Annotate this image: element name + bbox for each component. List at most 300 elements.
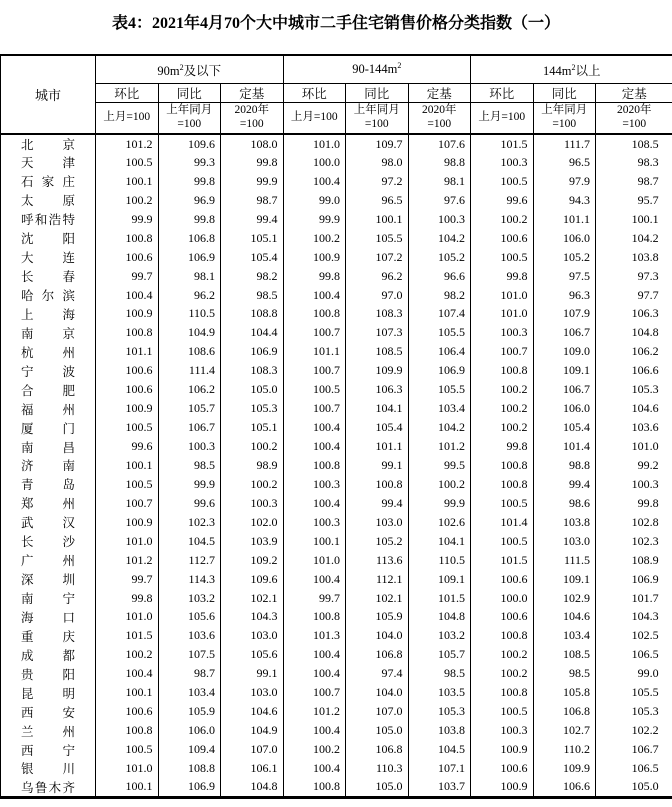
city-name xyxy=(1,418,96,437)
value-cell: 109.2 xyxy=(221,551,284,570)
city-char: 沙 xyxy=(62,535,75,550)
value-cell: 104.0 xyxy=(346,626,409,645)
table-row xyxy=(1,589,672,608)
city-char: 石 xyxy=(21,175,34,190)
value-cell: 105.6 xyxy=(158,608,221,627)
value-cell: 101.1 xyxy=(283,342,346,361)
base-header-line: 2020年 xyxy=(422,104,457,117)
value-cell: 100.8 xyxy=(471,456,534,475)
city-name xyxy=(1,380,96,399)
table-row xyxy=(1,551,672,570)
value-cell: 109.1 xyxy=(408,570,471,589)
table-row xyxy=(1,532,672,551)
value-cell: 103.0 xyxy=(221,683,284,702)
value-cell: 106.7 xyxy=(631,742,659,757)
value-cell: 105.0 xyxy=(631,779,659,794)
value-cell: 104.1 xyxy=(408,532,471,551)
value-cell: 99.4 xyxy=(533,475,596,494)
value-cell: 99.1 xyxy=(221,664,284,683)
value-cell: 111.4 xyxy=(158,361,221,380)
city-name-text xyxy=(1,172,95,190)
city-name-text xyxy=(1,513,95,531)
city-char: 特 xyxy=(62,213,75,228)
value-cell: 101.5 xyxy=(471,134,534,153)
value-cell: 97.2 xyxy=(346,172,409,191)
value-cell: 105.5 xyxy=(346,229,409,248)
value-cell: 100.8 xyxy=(471,361,534,380)
value-cell: 100.8 xyxy=(471,475,534,494)
city-char: 浩 xyxy=(48,213,62,228)
value-cell: 107.9 xyxy=(533,305,596,324)
table-row xyxy=(1,608,672,627)
value-cell: 112.1 xyxy=(346,570,409,589)
city-char: 天 xyxy=(21,156,34,171)
measure-header: 定基 xyxy=(408,84,471,103)
value-cell: 100.3 xyxy=(158,437,221,456)
value-cell: 98.3 xyxy=(637,154,659,169)
value-cell: 100.3 xyxy=(408,210,471,229)
value-cell: 100.5 xyxy=(471,248,534,267)
measure-header: 定基 xyxy=(221,84,284,103)
city-char: 重 xyxy=(21,629,34,644)
city-char: 乌 xyxy=(21,780,34,795)
table-row xyxy=(1,645,672,664)
measure-header: 环比 xyxy=(96,84,159,103)
value-cell: 105.4 xyxy=(533,418,596,437)
city-name xyxy=(1,759,96,778)
value-cell: 109.9 xyxy=(533,759,596,778)
value-cell: 106.9 xyxy=(408,361,471,380)
city-char: 木 xyxy=(48,780,62,795)
city-name xyxy=(1,248,96,267)
value-cell: 111.5 xyxy=(533,551,596,570)
city-char: 西 xyxy=(21,743,34,758)
city-name xyxy=(1,305,96,324)
city-name xyxy=(1,589,96,608)
value-cell: 100.8 xyxy=(96,323,159,342)
city-char: 武 xyxy=(21,516,34,531)
value-cell: 100.2 xyxy=(96,645,159,664)
superscript-2: 2 xyxy=(571,62,576,72)
value-cell: 98.5 xyxy=(158,456,221,475)
value-cell: 101.2 xyxy=(96,551,159,570)
city-char: 昆 xyxy=(21,686,34,701)
table-row xyxy=(1,134,672,153)
value-cell: 100.1 xyxy=(96,172,159,191)
value-cell: 101.1 xyxy=(96,342,159,361)
value-cell: 104.8 xyxy=(631,325,659,340)
value-cell: 103.2 xyxy=(408,626,471,645)
value-cell: 103.0 xyxy=(346,513,409,532)
value-cell: 100.4 xyxy=(283,645,346,664)
value-cell: 99.4 xyxy=(346,494,409,513)
value-cell: 101.0 xyxy=(631,439,659,454)
city-name-text xyxy=(1,741,95,759)
city-name-text xyxy=(1,324,95,342)
value-cell: 105.3 xyxy=(631,382,659,397)
value-cell: 106.2 xyxy=(158,380,221,399)
city-name xyxy=(1,229,96,248)
value-cell: 100.9 xyxy=(283,248,346,267)
value-cell: 107.5 xyxy=(158,645,221,664)
base-header-line: 上年同月 xyxy=(541,104,588,117)
value-cell: 108.3 xyxy=(221,361,284,380)
value-cell: 108.5 xyxy=(346,342,409,361)
value-cell: 100.2 xyxy=(408,475,471,494)
value-cell: 99.0 xyxy=(637,666,659,681)
value-cell: 100.6 xyxy=(471,229,534,248)
value-cell: 101.5 xyxy=(96,626,159,645)
city-name-text xyxy=(1,343,95,361)
value-cell: 100.5 xyxy=(96,153,159,172)
value-cell: 100.6 xyxy=(96,361,159,380)
city-name xyxy=(1,191,96,210)
value-cell: 100.6 xyxy=(471,570,534,589)
value-cell: 100.4 xyxy=(283,172,346,191)
value-cell: 99.9 xyxy=(221,172,284,191)
base-header xyxy=(221,103,284,135)
city-char: 口 xyxy=(62,610,75,625)
measure-header: 同比 xyxy=(158,84,221,103)
base-header-line: 2020年 xyxy=(617,104,652,117)
city-name-text xyxy=(1,438,95,456)
value-cell: 105.1 xyxy=(221,229,284,248)
city-char: 宁 xyxy=(62,743,75,758)
city-name xyxy=(1,626,96,645)
value-cell: 99.7 xyxy=(96,570,159,589)
value-cell: 102.2 xyxy=(631,723,659,738)
measure-header: 环比 xyxy=(283,84,346,103)
value-cell: 101.2 xyxy=(408,437,471,456)
value-cell: 98.0 xyxy=(346,153,409,172)
value-cell: 108.0 xyxy=(221,134,284,153)
city-name xyxy=(1,683,96,702)
value-cell: 103.6 xyxy=(631,420,659,435)
value-cell: 106.8 xyxy=(346,740,409,759)
value-cell: 100.3 xyxy=(283,475,346,494)
city-column-header: 城市 xyxy=(1,55,96,134)
value-cell: 106.3 xyxy=(346,380,409,399)
base-header xyxy=(346,103,409,135)
price-index-table xyxy=(0,54,672,799)
value-cell: 103.7 xyxy=(408,778,471,798)
value-cell: 105.4 xyxy=(221,248,284,267)
table-row xyxy=(1,702,672,721)
table-row xyxy=(1,494,672,513)
value-cell: 106.8 xyxy=(346,645,409,664)
value-cell: 100.1 xyxy=(96,456,159,475)
value-cell: 100.6 xyxy=(96,702,159,721)
value-cell: 98.9 xyxy=(221,456,284,475)
city-char: 南 xyxy=(21,326,34,341)
value-cell: 109.6 xyxy=(221,570,284,589)
value-cell: 100.2 xyxy=(471,399,534,418)
value-cell: 99.3 xyxy=(158,153,221,172)
value-cell: 105.9 xyxy=(346,608,409,627)
base-header-line: =100 xyxy=(622,118,647,130)
city-name xyxy=(1,134,96,153)
city-char: 波 xyxy=(62,364,75,379)
city-name-text xyxy=(1,210,95,228)
table-head xyxy=(1,55,672,134)
value-cell: 100.7 xyxy=(283,683,346,702)
value-cell: 100.2 xyxy=(471,418,534,437)
value-cell: 100.1 xyxy=(346,210,409,229)
city-char: 鲁 xyxy=(34,780,48,795)
city-char: 大 xyxy=(21,251,34,266)
value-cell: 103.8 xyxy=(533,513,596,532)
value-cell: 109.1 xyxy=(533,570,596,589)
base-header-line: =100 xyxy=(364,118,389,130)
value-cell: 107.3 xyxy=(346,323,409,342)
value-cell: 103.0 xyxy=(533,532,596,551)
value-cell: 104.2 xyxy=(408,418,471,437)
value-cell: 102.3 xyxy=(158,513,221,532)
value-cell: 100.7 xyxy=(283,399,346,418)
value-cell: 99.9 xyxy=(408,494,471,513)
value-cell: 99.0 xyxy=(283,191,346,210)
city-char: 和 xyxy=(34,213,48,228)
city-name-text xyxy=(1,722,95,740)
value-cell: 104.3 xyxy=(221,608,284,627)
value-cell: 97.0 xyxy=(346,286,409,305)
value-cell: 106.7 xyxy=(158,418,221,437)
city-char: 兰 xyxy=(21,724,34,739)
base-header xyxy=(408,103,471,135)
value-cell: 107.4 xyxy=(408,305,471,324)
city-char: 呼 xyxy=(21,213,34,228)
value-cell: 99.6 xyxy=(471,191,534,210)
base-header-line: =100 xyxy=(239,118,264,130)
table-row xyxy=(1,267,672,286)
city-char: 州 xyxy=(62,554,75,569)
city-char: 圳 xyxy=(62,573,75,588)
value-cell: 96.3 xyxy=(533,286,596,305)
value-cell: 98.7 xyxy=(637,173,659,188)
value-cell: 97.3 xyxy=(637,268,659,283)
value-cell: 99.6 xyxy=(96,437,159,456)
value-cell: 106.7 xyxy=(533,323,596,342)
value-cell: 107.0 xyxy=(346,702,409,721)
city-char: 京 xyxy=(62,138,75,152)
city-char: 成 xyxy=(21,648,34,663)
table-row xyxy=(1,286,672,305)
city-name xyxy=(1,267,96,286)
city-char: 州 xyxy=(62,497,75,512)
city-name-text xyxy=(1,684,95,702)
value-cell: 109.7 xyxy=(346,134,409,153)
value-cell: 103.4 xyxy=(533,626,596,645)
city-char: 肥 xyxy=(62,383,75,398)
value-cell: 101.0 xyxy=(471,305,534,324)
value-cell: 101.5 xyxy=(471,551,534,570)
city-name-text xyxy=(1,286,95,304)
city-name xyxy=(1,664,96,683)
value-cell: 106.8 xyxy=(533,702,596,721)
city-name-text xyxy=(1,248,95,266)
city-name-text xyxy=(1,551,95,569)
value-cell: 100.2 xyxy=(471,664,534,683)
value-cell: 96.6 xyxy=(408,267,471,286)
base-header-line: =100 xyxy=(427,118,452,130)
value-cell: 105.9 xyxy=(158,702,221,721)
value-cell: 100.2 xyxy=(96,191,159,210)
base-header-line: 上月=100 xyxy=(478,111,526,124)
value-cell: 104.8 xyxy=(408,608,471,627)
city-name-text xyxy=(1,191,95,209)
value-cell: 100.6 xyxy=(96,380,159,399)
table-body xyxy=(1,134,672,797)
base-header xyxy=(596,103,672,135)
city-name xyxy=(1,494,96,513)
value-cell: 103.5 xyxy=(408,683,471,702)
value-cell: 100.8 xyxy=(96,229,159,248)
value-cell: 105.5 xyxy=(631,685,659,700)
column-group-header: $90m^2$及以下 xyxy=(96,55,284,84)
superscript-2: 2 xyxy=(179,62,184,72)
value-cell: 100.8 xyxy=(283,778,346,798)
value-cell: 100.3 xyxy=(283,513,346,532)
value-cell: 105.3 xyxy=(631,704,659,719)
city-char: 杭 xyxy=(21,345,34,360)
value-cell: 106.1 xyxy=(221,759,284,778)
table-row xyxy=(1,153,672,172)
city-char: 庆 xyxy=(62,629,75,644)
value-cell: 102.6 xyxy=(408,513,471,532)
city-char: 川 xyxy=(62,762,75,777)
city-name xyxy=(1,513,96,532)
value-cell: 101.4 xyxy=(533,437,596,456)
measure-header: 同比 xyxy=(533,84,596,103)
value-cell: 106.2 xyxy=(631,344,659,359)
value-cell: 99.2 xyxy=(637,457,659,472)
value-cell: 100.1 xyxy=(631,211,659,226)
value-cell: 99.8 xyxy=(158,210,221,229)
value-cell: 99.1 xyxy=(346,456,409,475)
city-name-text xyxy=(1,759,95,777)
value-cell: 109.6 xyxy=(158,134,221,153)
value-cell: 102.8 xyxy=(631,514,659,529)
city-char: 州 xyxy=(62,345,75,360)
value-cell: 98.5 xyxy=(533,664,596,683)
value-cell: 104.3 xyxy=(631,609,659,624)
city-name xyxy=(1,778,96,798)
value-cell: 99.8 xyxy=(637,495,659,510)
value-cell: 112.7 xyxy=(158,551,221,570)
city-name-text xyxy=(1,778,95,796)
city-char: 明 xyxy=(62,686,75,701)
value-cell: 100.4 xyxy=(96,286,159,305)
value-cell: 100.5 xyxy=(96,740,159,759)
value-cell: 109.4 xyxy=(158,740,221,759)
city-name xyxy=(1,608,96,627)
value-cell: 100.2 xyxy=(283,229,346,248)
column-group-header: $144m^2$以上 xyxy=(471,55,672,84)
value-cell: 105.0 xyxy=(346,721,409,740)
table-row xyxy=(1,248,672,267)
city-name xyxy=(1,475,96,494)
value-cell: 100.2 xyxy=(471,645,534,664)
city-char: 津 xyxy=(62,156,75,171)
city-char: 上 xyxy=(21,307,34,322)
table-row xyxy=(1,740,672,759)
base-header-line: =100 xyxy=(177,118,202,130)
base-header-line: 2020年 xyxy=(234,104,269,117)
value-cell: 106.3 xyxy=(631,306,659,321)
value-cell: 101.0 xyxy=(283,551,346,570)
table-row xyxy=(1,456,672,475)
value-cell: 100.9 xyxy=(96,399,159,418)
value-cell: 105.7 xyxy=(408,645,471,664)
table-row xyxy=(1,683,672,702)
value-cell: 107.1 xyxy=(408,759,471,778)
value-cell: 105.1 xyxy=(221,418,284,437)
value-cell: 101.0 xyxy=(471,286,534,305)
value-cell: 99.9 xyxy=(283,210,346,229)
value-cell: 100.6 xyxy=(471,759,534,778)
value-cell: 99.8 xyxy=(471,267,534,286)
city-name-text xyxy=(1,608,95,626)
value-cell: 101.0 xyxy=(283,134,346,153)
city-char: 宁 xyxy=(62,592,75,607)
header-group-row xyxy=(1,55,672,84)
value-cell: 98.1 xyxy=(408,172,471,191)
value-cell: 100.4 xyxy=(283,418,346,437)
value-cell: 98.1 xyxy=(158,267,221,286)
city-name xyxy=(1,551,96,570)
value-cell: 102.1 xyxy=(346,589,409,608)
value-cell: 102.0 xyxy=(221,513,284,532)
value-cell: 100.8 xyxy=(283,608,346,627)
value-cell: 99.8 xyxy=(96,589,159,608)
city-name xyxy=(1,342,96,361)
value-cell: 100.8 xyxy=(96,721,159,740)
city-name-text xyxy=(1,494,95,512)
value-cell: 104.9 xyxy=(158,323,221,342)
city-char: 海 xyxy=(21,610,34,625)
city-char: 州 xyxy=(62,724,75,739)
value-cell: 98.2 xyxy=(408,286,471,305)
value-cell: 100.2 xyxy=(471,210,534,229)
value-cell: 100.1 xyxy=(96,683,159,702)
value-cell: 104.6 xyxy=(221,702,284,721)
value-cell: 100.2 xyxy=(283,740,346,759)
value-cell: 100.6 xyxy=(471,608,534,627)
table-row xyxy=(1,664,672,683)
value-cell: 103.4 xyxy=(408,399,471,418)
table-row xyxy=(1,305,672,324)
value-cell: 98.2 xyxy=(221,267,284,286)
value-cell: 101.1 xyxy=(346,437,409,456)
city-name-text xyxy=(1,229,95,247)
value-cell: 100.4 xyxy=(283,759,346,778)
value-cell: 108.8 xyxy=(221,305,284,324)
city-char: 北 xyxy=(21,138,34,152)
value-cell: 100.4 xyxy=(283,494,346,513)
city-name-text xyxy=(1,589,95,607)
city-char: 都 xyxy=(62,648,75,663)
value-cell: 100.4 xyxy=(283,721,346,740)
value-cell: 100.8 xyxy=(283,305,346,324)
value-cell: 100.7 xyxy=(283,323,346,342)
city-char: 沈 xyxy=(21,232,34,247)
value-cell: 100.5 xyxy=(471,702,534,721)
value-cell: 100.9 xyxy=(471,778,534,798)
table-row xyxy=(1,721,672,740)
value-cell: 100.3 xyxy=(471,153,534,172)
value-cell: 99.9 xyxy=(96,210,159,229)
value-cell: 106.0 xyxy=(533,229,596,248)
